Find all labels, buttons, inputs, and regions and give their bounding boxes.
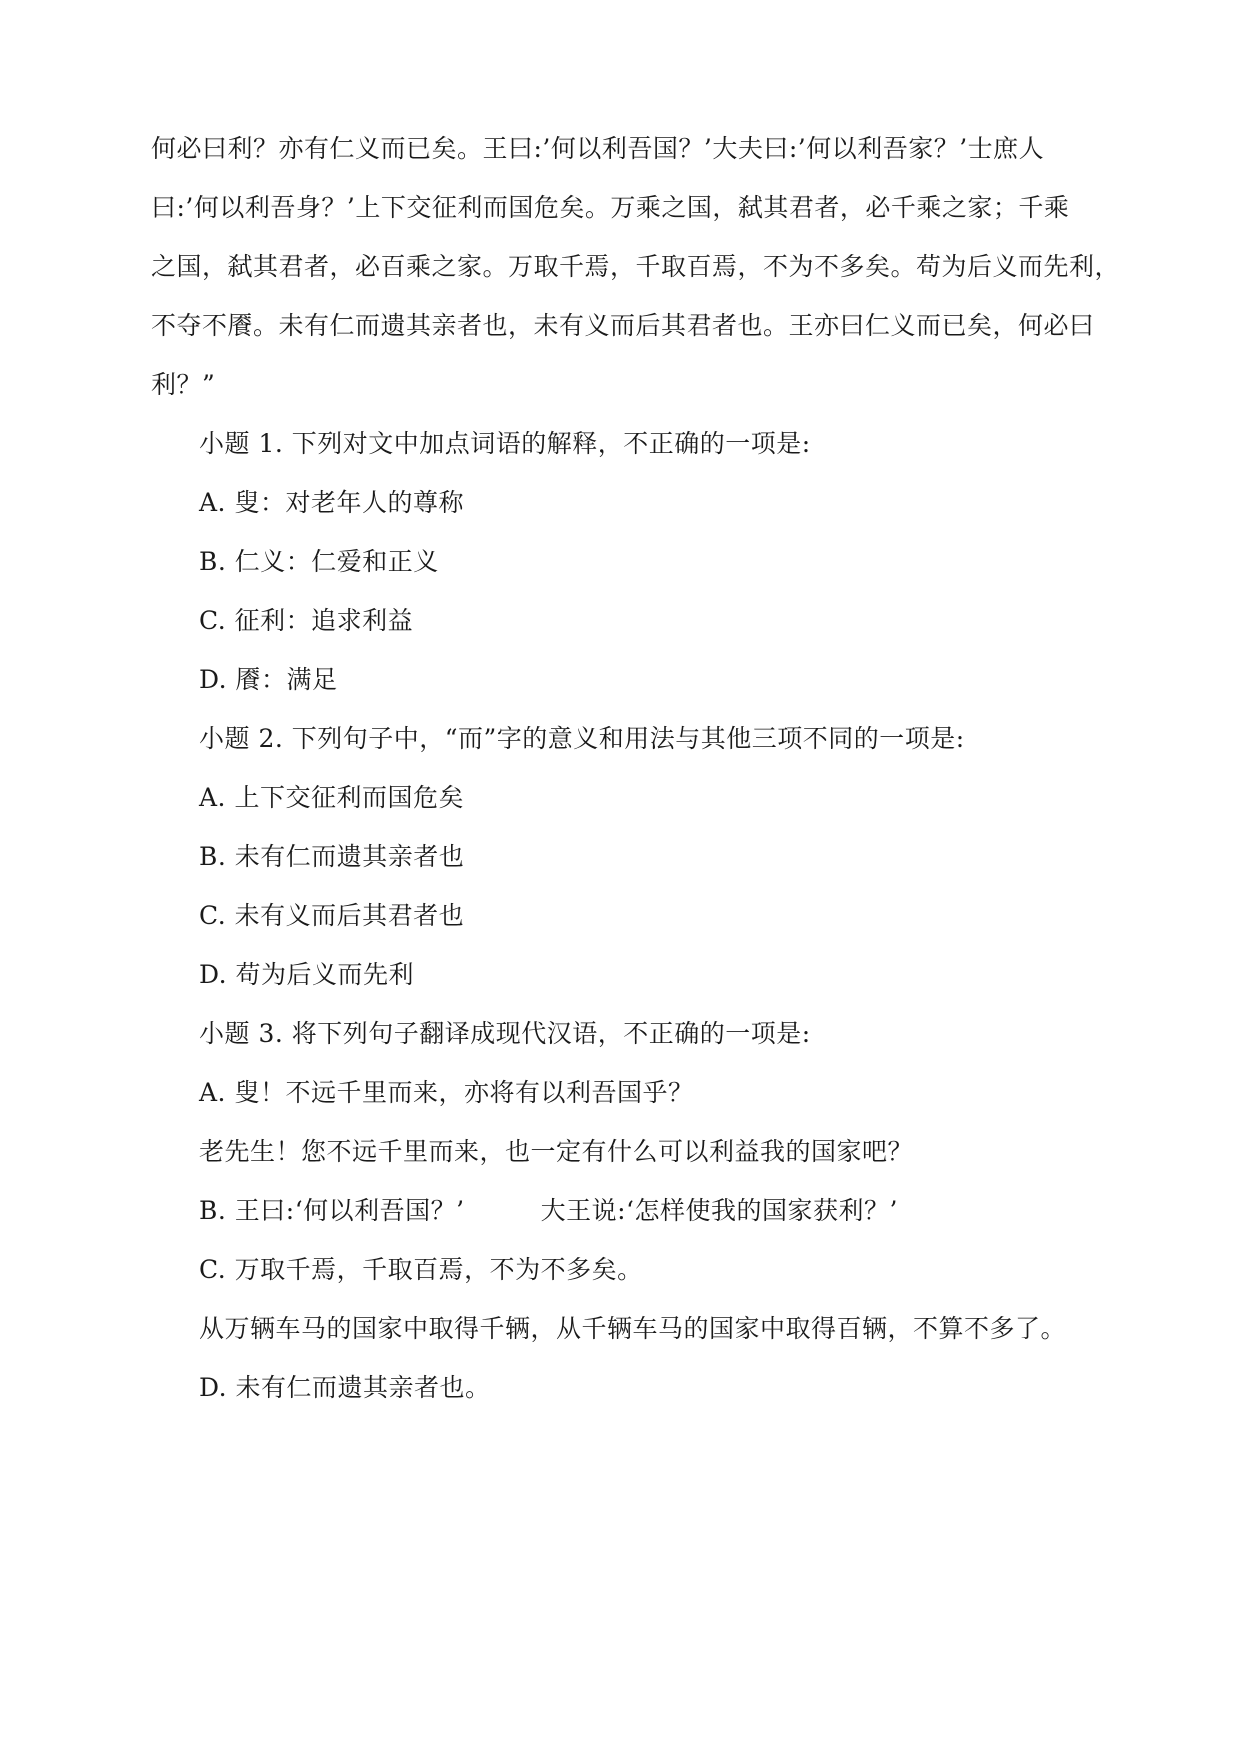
- question-3-option-a: A. 叟！不远千里而来，亦将有以利吾国乎？: [199, 1078, 694, 1107]
- question-1-option-c: C. 征利：追求利益: [199, 606, 414, 635]
- question-3-stem: 小题 3. 将下列句子翻译成现代汉语，不正确的一项是:: [199, 1019, 811, 1048]
- question-3-option-c-translation: 从万辆车马的国家中取得千辆，从千辆车马的国家中取得百辆，不算不多了。: [199, 1314, 1067, 1343]
- passage-line: 何必曰利？亦有仁义而已矣。王曰:’何以利吾国？’大夫曰:’何以利吾家？’士庶人: [151, 134, 1045, 163]
- question-2-stem: 小题 2. 下列句子中，“而”字的意义和用法与其他三项不同的一项是:: [199, 724, 965, 753]
- question-3-option-c: C. 万取千焉，千取百焉，不为不多矣。: [199, 1255, 643, 1284]
- question-2-option-a: A. 上下交征利而国危矣: [199, 783, 464, 812]
- option-b-original: B. 王曰:‘何以利吾国？’: [199, 1196, 465, 1225]
- question-3-option-b: [199, 1195, 898, 1227]
- question-1-option-b: B. 仁义：仁爱和正义: [199, 547, 439, 576]
- option-b-translation: 大王说:‘怎样使我的国家获利？’: [540, 1196, 898, 1225]
- passage-line: 之国，弑其君者，必百乘之家。万取千焉，千取百焉，不为不多矣。苟为后义而先利，: [151, 252, 1121, 281]
- question-2-option-c: C. 未有义而后其君者也: [199, 901, 465, 930]
- question-3-option-a-translation: 老先生！您不远千里而来，也一定有什么可以利益我的国家吧？: [199, 1137, 914, 1166]
- passage-line: 曰:’何以利吾身？’上下交征利而国危矣。万乘之国，弑其君者，必千乘之家；千乘: [151, 193, 1070, 222]
- passage-line: 不夺不餍。未有仁而遗其亲者也，未有义而后其君者也。王亦曰仁义而已矣，何必曰: [151, 311, 1095, 340]
- question-2-option-d: D. 苟为后义而先利: [199, 960, 415, 989]
- question-1-option-a: A. 叟：对老年人的尊称: [199, 488, 464, 517]
- passage-line: 利？”: [151, 370, 216, 399]
- question-1-option-d: D. 餍：满足: [199, 665, 338, 694]
- question-2-option-b: B. 未有仁而遗其亲者也: [199, 842, 465, 871]
- question-1-stem: 小题 1. 下列对文中加点词语的解释，不正确的一项是:: [199, 429, 811, 458]
- question-3-option-d: D. 未有仁而遗其亲者也。: [199, 1373, 491, 1402]
